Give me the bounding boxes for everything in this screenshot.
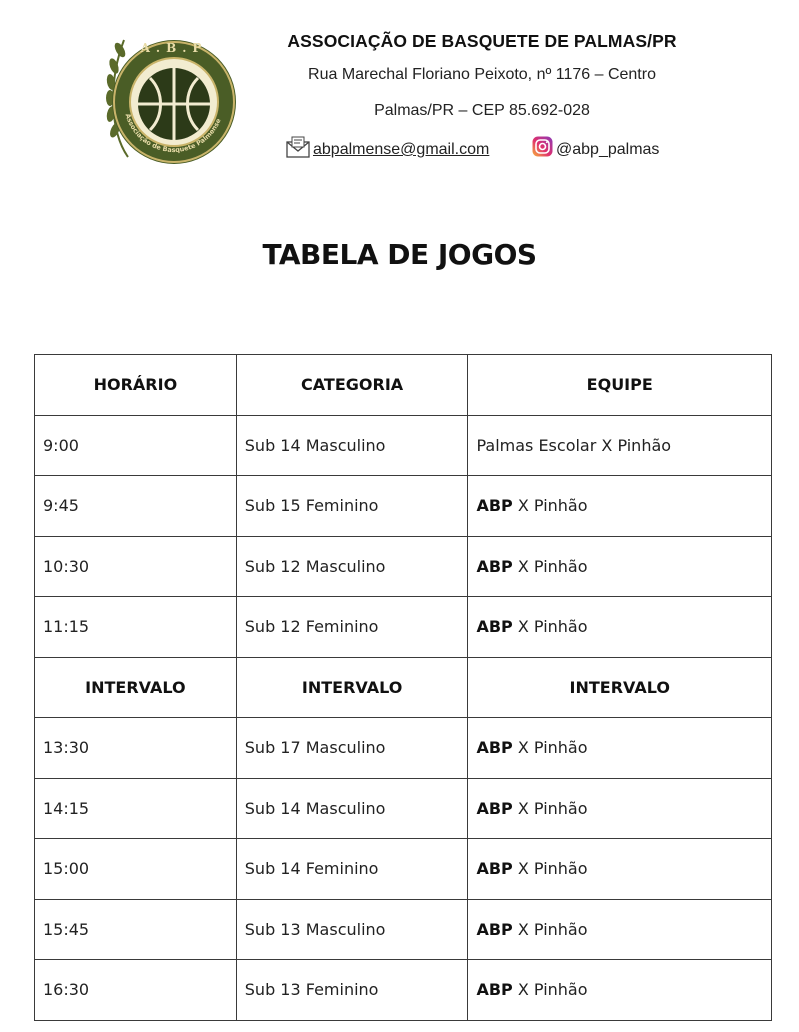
team-bold: ABP: [476, 798, 513, 818]
page-title: TABELA DE JOGOS: [262, 238, 537, 271]
cell-interval: INTERVALO: [35, 657, 237, 718]
cell-time: 13:30: [35, 718, 237, 779]
team-bold: ABP: [476, 980, 513, 1000]
team-rest: X Pinhão: [512, 738, 588, 758]
team-rest: X Pinhão: [512, 556, 588, 576]
cell-category: Sub 13 Feminino: [236, 960, 468, 1021]
table-row: [35, 960, 772, 1021]
team-bold: ABP: [476, 859, 513, 879]
team-rest: X Pinhão: [512, 798, 588, 818]
team-rest: X Pinhão: [512, 617, 588, 637]
team-bold: ABP: [476, 919, 513, 939]
cell-team: [468, 839, 772, 900]
cell-team: [468, 476, 772, 537]
cell-category: Sub 14 Masculino: [236, 778, 468, 839]
email-link[interactable]: abpalmense@gmail.com: [313, 141, 490, 158]
header-equipe: EQUIPE: [468, 355, 772, 416]
cell-interval: INTERVALO: [468, 657, 772, 718]
basketball-icon: [138, 68, 210, 140]
table-row: [35, 839, 772, 900]
team-rest: Palmas Escolar X Pinhão: [476, 435, 672, 455]
svg-text:A.B.P: A.B.P: [140, 41, 208, 55]
interval-row: [35, 657, 772, 718]
cell-team: [468, 597, 772, 658]
table-row: [35, 899, 772, 960]
cell-category: Sub 17 Masculino: [236, 718, 468, 779]
address-line-1: Rua Marechal Floriano Peixoto, nº 1176 – Centro: [308, 66, 656, 83]
header-horario: HORÁRIO: [35, 355, 237, 416]
cell-category: Sub 12 Masculino: [236, 536, 468, 597]
table-row: [35, 718, 772, 779]
cell-interval: INTERVALO: [236, 657, 468, 718]
team-bold: ABP: [476, 556, 513, 576]
cell-category: Sub 14 Feminino: [236, 839, 468, 900]
svg-text:Associação de Basquete Palmens: Associação de Basquete Palmense: [123, 112, 223, 155]
cell-time: 14:15: [35, 778, 237, 839]
cell-time: 9:45: [35, 476, 237, 537]
cell-category: Sub 15 Feminino: [236, 476, 468, 537]
cell-team: [468, 960, 772, 1021]
cell-time: 9:00: [35, 415, 237, 476]
cell-time: 15:45: [35, 899, 237, 960]
team-rest: X Pinhão: [512, 919, 588, 939]
cell-category: Sub 14 Masculino: [236, 415, 468, 476]
cell-team: [468, 718, 772, 779]
cell-team: [468, 778, 772, 839]
header-categoria: CATEGORIA: [236, 355, 468, 416]
cell-time: 16:30: [35, 960, 237, 1021]
organization-name: ASSOCIAÇÃO DE BASQUETE DE PALMAS/PR: [287, 31, 677, 51]
contact-line: [286, 134, 686, 164]
team-bold: ABP: [476, 738, 513, 758]
abp-logo: [98, 22, 242, 172]
table-row: [35, 536, 772, 597]
cell-team: [468, 415, 772, 476]
team-rest: X Pinhão: [512, 980, 588, 1000]
cell-team: [468, 536, 772, 597]
table-row: [35, 597, 772, 658]
cell-category: Sub 13 Masculino: [236, 899, 468, 960]
instagram-handle[interactable]: @abp_palmas: [556, 141, 660, 158]
team-rest: X Pinhão: [512, 496, 588, 516]
cell-time: 15:00: [35, 839, 237, 900]
table-row: [35, 476, 772, 537]
games-table: [34, 354, 772, 1021]
team-bold: ABP: [476, 496, 513, 516]
cell-time: 10:30: [35, 536, 237, 597]
cell-team: [468, 899, 772, 960]
cell-category: Sub 12 Feminino: [236, 597, 468, 658]
email-icon: [286, 136, 310, 158]
table-row: [35, 415, 772, 476]
cell-time: 11:15: [35, 597, 237, 658]
instagram-icon: [532, 136, 553, 157]
table-header-row: [35, 355, 772, 416]
address-line-2: Palmas/PR – CEP 85.692-028: [374, 102, 590, 119]
team-bold: ABP: [476, 617, 513, 637]
team-rest: X Pinhão: [512, 859, 588, 879]
table-row: [35, 778, 772, 839]
